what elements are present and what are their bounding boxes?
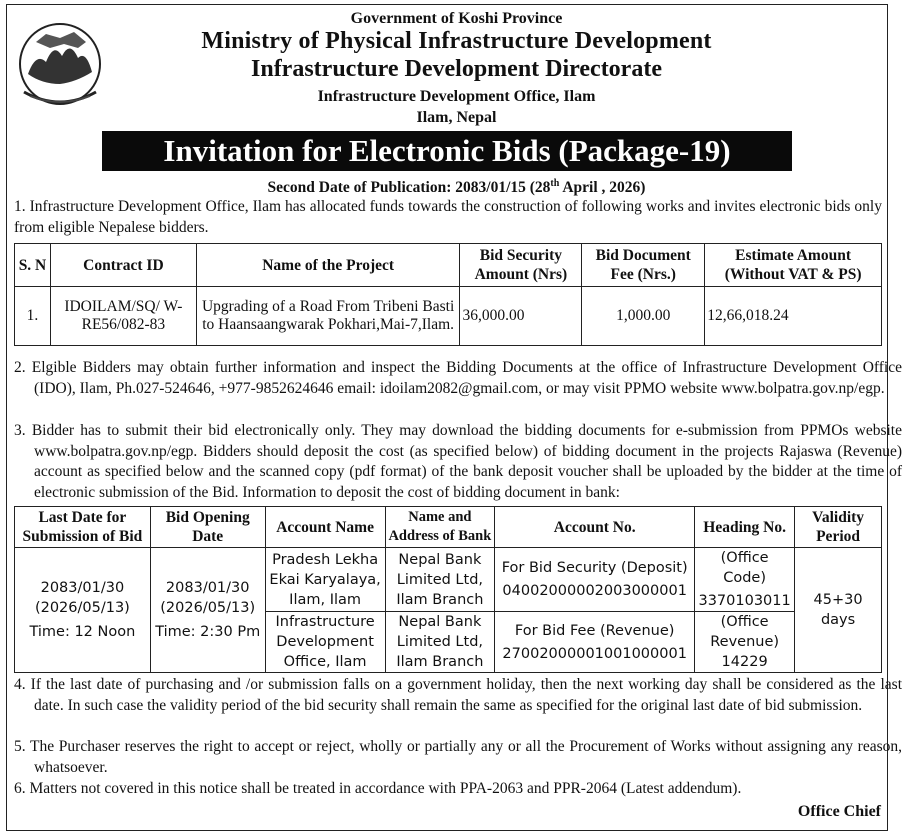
- table-row: [15, 287, 882, 346]
- col-header: S. N: [15, 244, 51, 287]
- government-name: Government of Koshi Province: [350, 10, 563, 27]
- paragraph-5: 5. The Purchaser reserves the right to accept or reject, wholly or partially any or all the Procurement of Works without assigning any reason, whatsoever.: [14, 738, 902, 776]
- col-header: Name and Address of Bank: [385, 507, 495, 548]
- col-header: Bid Opening Date: [150, 507, 265, 548]
- paragraph-4: 4. If the last date of purchasing and /or submission falls on a government holiday, then the next working day shall be considered as the last date. In such case the validity period of the bid security shall remain the same as specified for the original last date of bid submission.: [14, 676, 902, 714]
- table-header-row: [15, 244, 882, 287]
- estimate-amount: 12,66,018.24: [705, 287, 882, 346]
- col-header: Account Name: [265, 507, 385, 548]
- heading-number: (Office Revenue) 14229: [695, 612, 795, 673]
- col-header: Bid Document Fee (Nrs.): [582, 244, 705, 287]
- paragraph-3: 3. Bidder has to submit their bid electronically only. They may download the bidding documents for e-submission from PPMOs website www.bolpatra.gov.np/egp. Bidders should deposit the cost (as specified below) of bidding document in the projects Rajaswa (Revenue) account as specified below and the scanned copy (pdf format) of the bank deposit voucher shall be uploaded by the bidder at the time of electronic submission of the Bid. Information to deposit the cost of bidding document in bank:: [14, 422, 902, 501]
- office-location: Ilam, Nepal: [416, 109, 497, 126]
- bid-document-fee: 1,000.00: [582, 287, 705, 346]
- account-name: Infrastructure Development Office, Ilam: [265, 612, 385, 673]
- account-number: For Bid Security (Deposit) 04002000002003000001: [495, 548, 695, 612]
- serial-number: 1.: [15, 287, 51, 346]
- paragraph-6: 6. Matters not covered in this notice shall be treated in accordance with PPA-2063 and PPR-2064 (Latest addendum).: [14, 780, 742, 797]
- ministry-name: Ministry of Physical Infrastructure Development: [201, 28, 712, 54]
- directorate-name: Infrastructure Development Directorate: [251, 56, 662, 82]
- last-submission-date: 2083/01/30 (2026/05/13) Time: 12 Noon: [15, 548, 151, 673]
- bid-security-amount: 36,000.00: [460, 287, 582, 346]
- col-header: Contract ID: [50, 244, 196, 287]
- project-name: Upgrading of a Road From Tribeni Basti to Haansaangwarak Pokhari,Mai-7,Ilam.: [196, 287, 460, 346]
- office-name: Infrastructure Development Office, Ilam: [317, 88, 596, 105]
- contract-id: IDOILAM/SQ/ W-RE56/082-83: [50, 287, 196, 346]
- bank-name: Nepal Bank Limited Ltd, Ilam Branch: [385, 612, 495, 673]
- col-header: Estimate Amount (Without VAT & PS): [705, 244, 882, 287]
- table-row: [15, 548, 882, 612]
- col-header: Heading No.: [695, 507, 795, 548]
- col-header: Name of the Project: [196, 244, 460, 287]
- col-header: Account No.: [495, 507, 695, 548]
- bid-opening-date: 2083/01/30 (2026/05/13) Time: 2:30 Pm: [150, 548, 265, 673]
- account-number: For Bid Fee (Revenue) 27002000001001000001: [495, 612, 695, 673]
- account-name: Pradesh Lekha Ekai Karyalaya, Ilam, Ilam: [265, 548, 385, 612]
- works-table: [14, 243, 882, 346]
- heading-number: (Office Code) 3370103011: [695, 548, 795, 612]
- table-header-row: [15, 507, 882, 548]
- col-header: Bid Security Amount (Nrs): [460, 244, 582, 287]
- paragraph-2: 2. Elgible Bidders may obtain further information and inspect the Bidding Documents at the office of Infrastructure Development Office (IDO), Ilam, Ph.027-524646, +977-9852624646 email: idoilam2082@gmail.com, or may visit PPMO website www.bolpatra.gov.np/egp.: [14, 359, 902, 397]
- notice-title: Invitation for Electronic Bids (Package-19): [102, 131, 792, 171]
- paragraph-1: 1. Infrastructure Development Office, Ilam has allocated funds towards the construction of following works and invites electronic bids only from eligible Nepalese bidders.: [14, 198, 882, 236]
- col-header: Validity Period: [795, 507, 882, 548]
- publication-date: Second Date of Publication: 2083/01/15 (28th April , 2026): [267, 178, 646, 197]
- col-header: Last Date for Submission of Bid: [15, 507, 151, 548]
- signoff: Office Chief: [797, 803, 881, 820]
- bank-name: Nepal Bank Limited Ltd, Ilam Branch: [385, 548, 495, 612]
- bank-deposit-table: [14, 506, 882, 673]
- validity-period: 45+30 days: [795, 548, 882, 673]
